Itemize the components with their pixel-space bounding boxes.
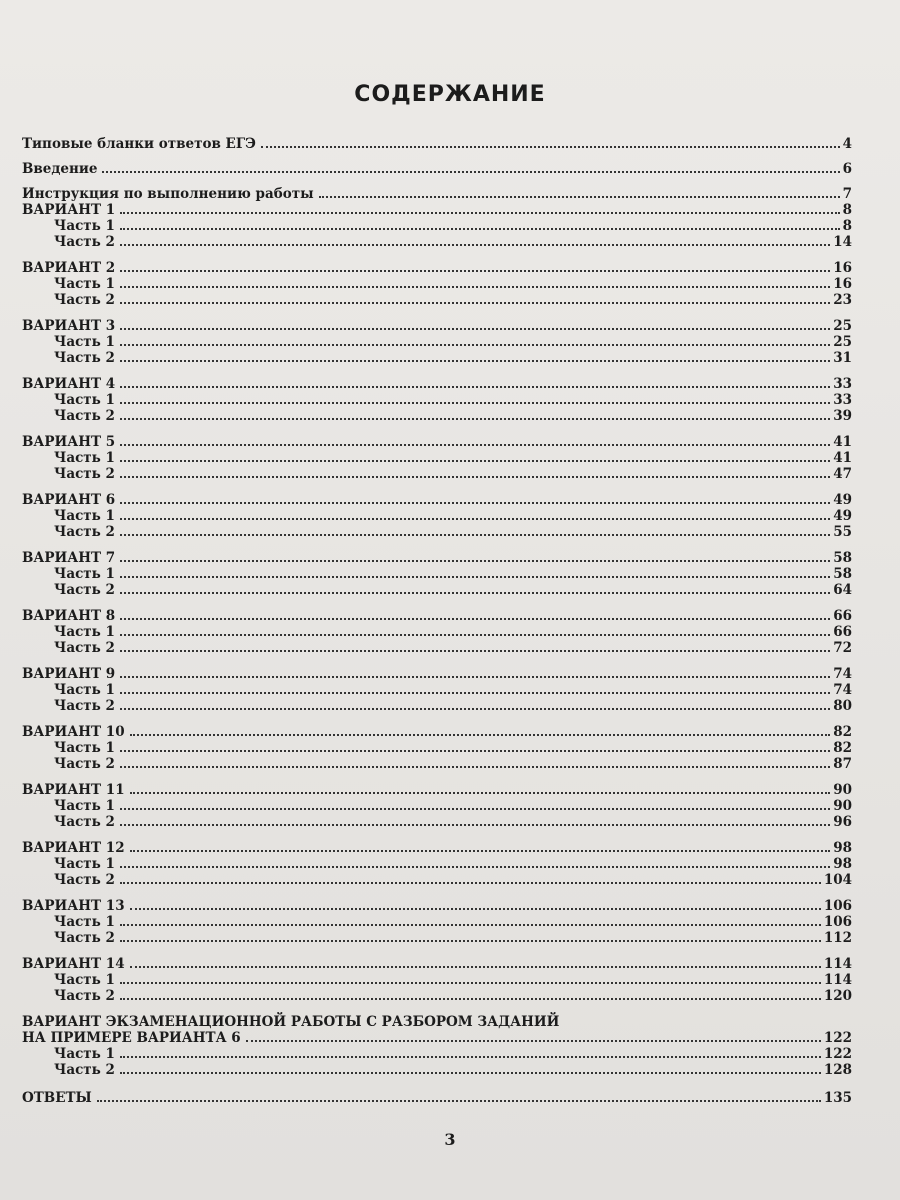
toc-page: 25 bbox=[833, 318, 852, 334]
toc-label: ВАРИАНТ 10 bbox=[22, 724, 125, 740]
toc-entry-part bbox=[22, 682, 852, 698]
toc-page: 41 bbox=[833, 434, 852, 450]
toc-page: 98 bbox=[833, 840, 852, 856]
dot-leader bbox=[120, 1056, 821, 1058]
dot-leader bbox=[120, 460, 830, 462]
dot-leader bbox=[130, 966, 821, 968]
toc-page: 64 bbox=[833, 582, 852, 598]
toc-label: Часть 2 bbox=[54, 756, 115, 772]
toc-page: 74 bbox=[833, 666, 852, 682]
toc-label: Введение bbox=[22, 161, 98, 177]
dot-leader bbox=[120, 618, 830, 620]
toc-label: Инструкция по выполнению работы bbox=[22, 186, 314, 202]
toc-entry-variant bbox=[22, 898, 852, 914]
toc-label: Часть 1 bbox=[54, 856, 115, 872]
toc-page: 49 bbox=[833, 492, 852, 508]
toc-label: ВАРИАНТ 7 bbox=[22, 550, 116, 566]
toc-label: Часть 1 bbox=[54, 450, 115, 466]
toc-entry-exam bbox=[22, 1030, 852, 1046]
toc-entry-variant bbox=[22, 492, 852, 508]
variant-list bbox=[22, 202, 852, 1004]
dot-leader bbox=[120, 1072, 821, 1074]
dot-leader bbox=[120, 518, 830, 520]
dot-leader bbox=[120, 982, 821, 984]
toc-page: 106 bbox=[823, 914, 852, 930]
toc-entry-part bbox=[22, 756, 852, 772]
toc-label: ВАРИАНТ 11 bbox=[22, 782, 125, 798]
toc-label: Часть 1 bbox=[54, 914, 115, 930]
toc-page: 80 bbox=[833, 698, 852, 714]
dot-leader bbox=[120, 750, 830, 752]
toc-label: ВАРИАНТ 12 bbox=[22, 840, 125, 856]
dot-leader bbox=[120, 882, 821, 884]
toc-page: 39 bbox=[833, 408, 852, 424]
dot-leader bbox=[261, 146, 840, 148]
toc-page: 23 bbox=[833, 292, 852, 308]
toc-entry-intro bbox=[22, 161, 852, 177]
toc-label: Часть 1 bbox=[54, 1046, 115, 1062]
toc-page: 55 bbox=[833, 524, 852, 540]
toc-label: Часть 1 bbox=[54, 798, 115, 814]
dot-leader bbox=[120, 560, 830, 562]
toc-label: ВАРИАНТ 8 bbox=[22, 608, 116, 624]
toc-entry-part bbox=[22, 334, 852, 350]
toc-label: ВАРИАНТ 4 bbox=[22, 376, 116, 392]
toc-entry-part bbox=[22, 872, 852, 888]
toc-label: Типовые бланки ответов ЕГЭ bbox=[22, 136, 256, 152]
toc-label: Часть 1 bbox=[54, 392, 115, 408]
toc-entry-blanks bbox=[22, 136, 852, 152]
toc-page: 66 bbox=[833, 624, 852, 640]
dot-leader bbox=[120, 418, 830, 420]
dot-leader bbox=[120, 692, 830, 694]
dot-leader bbox=[120, 766, 830, 768]
toc-entry-part bbox=[22, 292, 852, 308]
dot-leader bbox=[120, 634, 830, 636]
dot-leader bbox=[246, 1040, 821, 1042]
toc-exam-title-line1: ВАРИАНТ ЭКЗАМЕНАЦИОННОЙ РАБОТЫ С РАЗБОРОМ ЗАДАНИЙ bbox=[22, 1014, 560, 1030]
dot-leader bbox=[120, 360, 830, 362]
toc-entry-part bbox=[22, 698, 852, 714]
toc-entry-variant bbox=[22, 202, 852, 218]
toc-page: 122 bbox=[823, 1030, 852, 1046]
dot-leader bbox=[120, 244, 830, 246]
dot-leader bbox=[120, 924, 821, 926]
dot-leader bbox=[130, 734, 831, 736]
toc-entry-part bbox=[22, 930, 852, 946]
toc-label: Часть 1 bbox=[54, 624, 115, 640]
toc-page: 16 bbox=[833, 276, 852, 292]
dot-leader bbox=[120, 808, 830, 810]
dot-leader bbox=[319, 196, 840, 198]
toc-label: Часть 2 bbox=[54, 872, 115, 888]
toc-page: 74 bbox=[833, 682, 852, 698]
toc-page: 98 bbox=[833, 856, 852, 872]
toc-label: Часть 1 bbox=[54, 334, 115, 350]
toc-entry-part bbox=[22, 350, 852, 366]
toc-label: Часть 1 bbox=[54, 740, 115, 756]
toc-label: ВАРИАНТ 2 bbox=[22, 260, 116, 276]
toc-page: 14 bbox=[833, 234, 852, 250]
toc-entry-answers bbox=[22, 1090, 852, 1106]
dot-leader bbox=[130, 792, 831, 794]
dot-leader bbox=[120, 476, 830, 478]
dot-leader bbox=[120, 286, 830, 288]
toc-entry-instructions bbox=[22, 186, 852, 202]
dot-leader bbox=[120, 402, 830, 404]
toc-label: Часть 2 bbox=[54, 1062, 115, 1078]
dot-leader bbox=[120, 344, 830, 346]
dot-leader bbox=[120, 228, 840, 230]
toc-page: 7 bbox=[842, 186, 852, 202]
dot-leader bbox=[120, 708, 830, 710]
toc-entry-variant bbox=[22, 434, 852, 450]
toc-page: 90 bbox=[833, 798, 852, 814]
dot-leader bbox=[102, 171, 839, 173]
dot-leader bbox=[120, 444, 830, 446]
toc-label: Часть 2 bbox=[54, 814, 115, 830]
toc-label: Часть 2 bbox=[54, 640, 115, 656]
toc-label: Часть 1 bbox=[54, 276, 115, 292]
dot-leader bbox=[120, 534, 830, 536]
toc-label: Часть 2 bbox=[54, 292, 115, 308]
toc-label: ВАРИАНТ 13 bbox=[22, 898, 125, 914]
dot-leader bbox=[120, 212, 839, 214]
toc-label: ОТВЕТЫ bbox=[22, 1090, 92, 1106]
toc-entry-part bbox=[22, 1046, 852, 1062]
dot-leader bbox=[97, 1100, 821, 1102]
toc-label: Часть 2 bbox=[54, 582, 115, 598]
toc-page: 58 bbox=[833, 550, 852, 566]
toc-page: 33 bbox=[833, 376, 852, 392]
dot-leader bbox=[120, 940, 821, 942]
toc-entry-part bbox=[22, 914, 852, 930]
toc-page: 16 bbox=[833, 260, 852, 276]
toc-label: Часть 2 bbox=[54, 234, 115, 250]
toc-label: Часть 1 bbox=[54, 972, 115, 988]
toc-label: Часть 2 bbox=[54, 466, 115, 482]
toc-page: 4 bbox=[842, 136, 852, 152]
toc-entry-part bbox=[22, 740, 852, 756]
toc-entry-part bbox=[22, 582, 852, 598]
toc-page: 96 bbox=[833, 814, 852, 830]
dot-leader bbox=[120, 302, 830, 304]
toc-page: 104 bbox=[823, 872, 852, 888]
toc-entry-part bbox=[22, 408, 852, 424]
toc-entry-part bbox=[22, 988, 852, 1004]
toc-page: 112 bbox=[823, 930, 852, 946]
dot-leader bbox=[120, 824, 830, 826]
toc-page: 41 bbox=[833, 450, 852, 466]
toc-entry-part bbox=[22, 624, 852, 640]
dot-leader bbox=[120, 998, 821, 1000]
toc-entry-part bbox=[22, 798, 852, 814]
toc-entry-variant bbox=[22, 318, 852, 334]
dot-leader bbox=[120, 866, 830, 868]
toc-page: 47 bbox=[833, 466, 852, 482]
toc-entry-part bbox=[22, 450, 852, 466]
toc-entry-variant bbox=[22, 956, 852, 972]
toc-page: 87 bbox=[833, 756, 852, 772]
toc-page: 25 bbox=[833, 334, 852, 350]
toc-page: 82 bbox=[833, 740, 852, 756]
toc-label: ВАРИАНТ 1 bbox=[22, 202, 116, 218]
toc-page: 106 bbox=[823, 898, 852, 914]
toc-label: Часть 2 bbox=[54, 524, 115, 540]
toc-page: 120 bbox=[823, 988, 852, 1004]
toc-entry-part bbox=[22, 218, 852, 234]
toc-entry-variant bbox=[22, 608, 852, 624]
page-title: СОДЕРЖАНИЕ bbox=[354, 82, 546, 107]
toc-entry-part bbox=[22, 392, 852, 408]
toc-entry-variant bbox=[22, 260, 852, 276]
table-of-contents bbox=[22, 136, 852, 1106]
dot-leader bbox=[130, 850, 831, 852]
toc-label: Часть 2 bbox=[54, 350, 115, 366]
toc-label: ВАРИАНТ 14 bbox=[22, 956, 125, 972]
toc-entry-part bbox=[22, 814, 852, 830]
toc-page: 8 bbox=[842, 202, 852, 218]
toc-label: Часть 2 bbox=[54, 408, 115, 424]
toc-page: 114 bbox=[823, 956, 852, 972]
toc-entry-part bbox=[22, 276, 852, 292]
toc-entry-variant bbox=[22, 840, 852, 856]
toc-label: Часть 1 bbox=[54, 218, 115, 234]
toc-page: 122 bbox=[823, 1046, 852, 1062]
toc-page: 58 bbox=[833, 566, 852, 582]
toc-label: Часть 1 bbox=[54, 508, 115, 524]
toc-page: 6 bbox=[842, 161, 852, 177]
toc-label: Часть 1 bbox=[54, 682, 115, 698]
dot-leader bbox=[120, 592, 830, 594]
toc-label: ВАРИАНТ 5 bbox=[22, 434, 116, 450]
toc-entry-variant bbox=[22, 724, 852, 740]
toc-label: ВАРИАНТ 6 bbox=[22, 492, 116, 508]
toc-entry-part bbox=[22, 856, 852, 872]
toc-page: 49 bbox=[833, 508, 852, 524]
toc-entry-part bbox=[22, 1062, 852, 1078]
toc-entry-variant bbox=[22, 550, 852, 566]
toc-page: 72 bbox=[833, 640, 852, 656]
toc-entry-variant bbox=[22, 782, 852, 798]
toc-label: ВАРИАНТ 3 bbox=[22, 318, 116, 334]
dot-leader bbox=[130, 908, 821, 910]
toc-page: 90 bbox=[833, 782, 852, 798]
page-number: 3 bbox=[444, 1130, 456, 1149]
toc-page: 31 bbox=[833, 350, 852, 366]
dot-leader bbox=[120, 502, 830, 504]
toc-page: 66 bbox=[833, 608, 852, 624]
dot-leader bbox=[120, 576, 830, 578]
toc-entry-part bbox=[22, 566, 852, 582]
dot-leader bbox=[120, 676, 830, 678]
toc-entry-variant bbox=[22, 666, 852, 682]
toc-entry-variant bbox=[22, 376, 852, 392]
dot-leader bbox=[120, 328, 830, 330]
toc-page: 33 bbox=[833, 392, 852, 408]
dot-leader bbox=[120, 386, 830, 388]
toc-label: Часть 2 bbox=[54, 988, 115, 1004]
toc-label: Часть 2 bbox=[54, 930, 115, 946]
dot-leader bbox=[120, 650, 830, 652]
dot-leader bbox=[120, 270, 830, 272]
toc-label: Часть 2 bbox=[54, 698, 115, 714]
toc-page: 114 bbox=[823, 972, 852, 988]
toc-entry-part bbox=[22, 234, 852, 250]
toc-label: Часть 1 bbox=[54, 566, 115, 582]
toc-entry-part bbox=[22, 524, 852, 540]
toc-entry-part bbox=[22, 508, 852, 524]
toc-page: 135 bbox=[823, 1090, 852, 1106]
toc-label: НА ПРИМЕРЕ ВАРИАНТА 6 bbox=[22, 1030, 241, 1046]
toc-entry-part bbox=[22, 640, 852, 656]
toc-page: 8 bbox=[842, 218, 852, 234]
toc-entry-part bbox=[22, 466, 852, 482]
toc-page: 82 bbox=[833, 724, 852, 740]
toc-entry-part bbox=[22, 972, 852, 988]
toc-label: ВАРИАНТ 9 bbox=[22, 666, 116, 682]
toc-page: 128 bbox=[823, 1062, 852, 1078]
